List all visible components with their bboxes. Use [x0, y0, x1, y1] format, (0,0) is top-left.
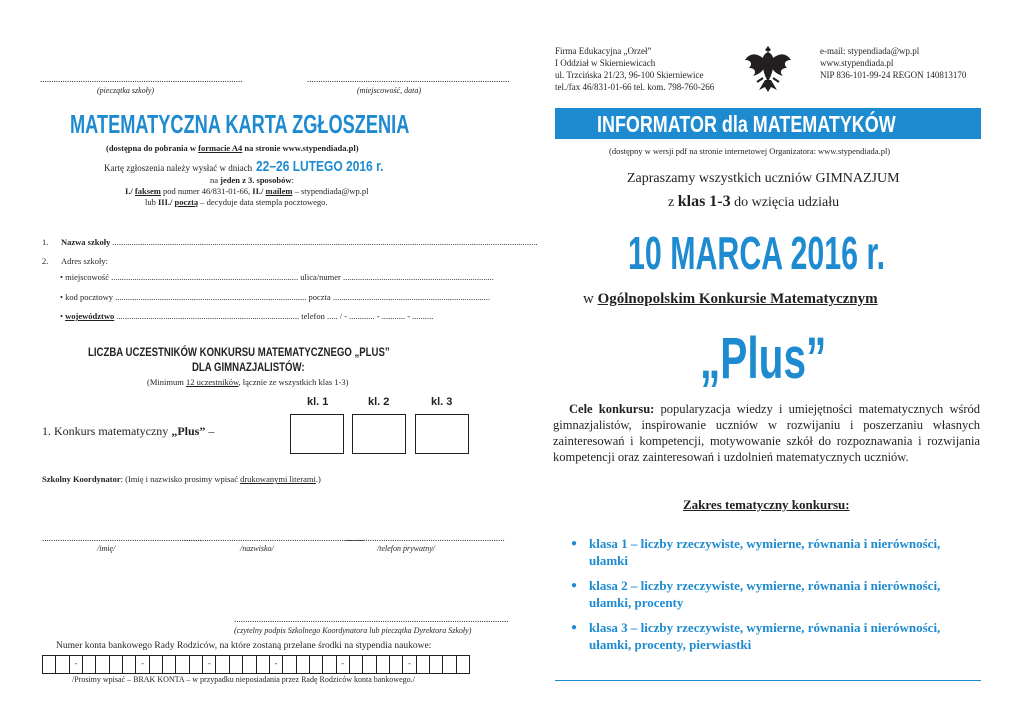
- goals-text: popularyzacja wiedzy i umiejętności matematycznych wśród gimnazjalistów, inspirowanie uczniów w rozwijaniu i poszerzaniu własnych zainteresowań i kompetencji, motywowanie szkół do rozpoznawania i rozwijania kompetencji oraz zainteresowań i uzdolnień matematycznych uczniów.: [553, 402, 981, 464]
- account-cell[interactable]: [297, 656, 310, 673]
- field-post-office-label: poczta: [308, 292, 331, 302]
- minimum-note: [147, 377, 349, 387]
- account-cell[interactable]: [190, 656, 203, 673]
- send-dates: 22–26 LUTEGO 2016 r.: [256, 158, 384, 175]
- account-cell[interactable]: [123, 656, 136, 673]
- account-cell[interactable]: [283, 656, 296, 673]
- contest-date: 10 MARCA 2016 r.: [628, 227, 886, 279]
- account-cell[interactable]: [43, 656, 56, 673]
- download-note-post: na stronie www.stypendiada.pl): [242, 143, 359, 153]
- send-line: [104, 158, 415, 176]
- ways-line: [210, 175, 294, 185]
- contest-name: Ogólnopolskim Konkursie Matematycznym: [597, 291, 878, 307]
- coordinator-first-name-caption: /imię/: [97, 544, 116, 553]
- ways-post: :: [291, 175, 294, 185]
- way3-word: pocztą: [174, 197, 199, 207]
- bullet-icon: ●: [571, 580, 578, 591]
- account-cell[interactable]: [443, 656, 456, 673]
- coordinator-block-letters: drukowanymi literami: [240, 474, 316, 484]
- place-date-caption: (miejscowość, data): [357, 86, 421, 95]
- class-3-header: kl. 3: [431, 396, 453, 408]
- contest-name-pre: w: [583, 291, 598, 307]
- company-phone: tel./fax 46/831-01-66 tel. kom. 798-760-266: [555, 82, 715, 92]
- account-cell[interactable]: [176, 656, 189, 673]
- company-branch: I Oddział w Skierniewicach: [555, 58, 656, 68]
- account-cell[interactable]: [323, 656, 336, 673]
- class-2-header: kl. 2: [368, 396, 390, 408]
- scope-title: Zakres tematyczny konkursu:: [683, 497, 850, 512]
- minimum-pre: (Minimum: [147, 377, 186, 387]
- class-2-count-box[interactable]: [352, 414, 406, 454]
- info-banner: [555, 108, 981, 139]
- class-1-header: kl. 1: [307, 396, 329, 408]
- account-cell[interactable]: -: [70, 656, 83, 673]
- way2-num: II./: [252, 186, 264, 196]
- account-cell[interactable]: -: [136, 656, 149, 673]
- field-province-label: województwo: [65, 311, 115, 321]
- coordinator-post: .): [315, 474, 321, 484]
- account-cell[interactable]: [363, 656, 376, 673]
- bank-account-boxes[interactable]: [42, 655, 470, 674]
- eagle-icon: [743, 42, 793, 94]
- account-cell[interactable]: [417, 656, 430, 673]
- invite-classes: klas 1-3: [677, 193, 731, 210]
- way3-line: [145, 197, 328, 207]
- contact-info: [820, 45, 966, 81]
- ways-options: [125, 186, 369, 196]
- way2-word: mailem: [265, 186, 293, 196]
- bullet-icon: ●: [571, 538, 578, 549]
- account-cell[interactable]: -: [270, 656, 283, 673]
- contest-name-line: [583, 291, 878, 308]
- class-1-count-box[interactable]: [290, 414, 344, 454]
- ways-pre: na: [210, 175, 221, 185]
- account-cell[interactable]: [310, 656, 323, 673]
- field-postcode-row[interactable]: • kod pocztowy .......................................................................................... poczta ..........................................................................: [60, 292, 491, 302]
- count-title-2: DLA GIMNAZJALISTÓW:: [192, 360, 305, 374]
- coordinator-last-name-caption: /nazwisko/: [240, 544, 274, 553]
- signature-caption: (czytelny podpis Szkolnego Koordynatora lub pieczątka Dyrektora Szkoły): [234, 626, 472, 635]
- account-cell[interactable]: [430, 656, 443, 673]
- field-street-label: ulica/numer: [300, 272, 341, 282]
- signature-line[interactable]: ..........................................................................................................................: [234, 614, 509, 624]
- way1-rest: pod numer 46/831-01-66,: [160, 186, 253, 196]
- way3-pre: lub: [145, 197, 158, 207]
- account-cell[interactable]: [390, 656, 403, 673]
- ways-bold: jeden z 3. sposobów: [220, 175, 292, 185]
- field-school-address: [42, 256, 108, 266]
- account-cell[interactable]: [110, 656, 123, 673]
- account-cell[interactable]: [56, 656, 69, 673]
- company-address: ul. Trzcińska 21/23, 96-100 Skierniewice: [555, 70, 704, 80]
- coordinator-phone-caption: /telefon prywatny/: [377, 544, 435, 553]
- contest-title-plus: „Plus”: [700, 326, 827, 391]
- contest-count-pre: 1. Konkurs matematyczny: [42, 424, 172, 438]
- way3-num: III./: [158, 197, 173, 207]
- company-info: [555, 45, 714, 93]
- stamp-caption: (pieczątka szkoły): [97, 86, 155, 95]
- account-cell[interactable]: [83, 656, 96, 673]
- account-cell[interactable]: [150, 656, 163, 673]
- invite-pre: z: [668, 195, 678, 210]
- scope-item-class-1: [571, 535, 971, 569]
- account-cell[interactable]: -: [337, 656, 350, 673]
- contest-count-name: „Plus”: [171, 424, 206, 438]
- field-province-row[interactable]: • województwo ...................................................................................... telefon ..... / - ............ - ........... - ..........: [60, 311, 434, 321]
- field-school-name-label: Nazwa szkoły: [61, 237, 111, 247]
- account-cell[interactable]: [243, 656, 256, 673]
- invite-line-1: Zapraszamy wszystkich uczniów GIMNAZJUM: [627, 171, 900, 186]
- field-school-address-label: Adres szkoły:: [61, 256, 108, 266]
- field-school-name[interactable]: 1. Nazwa szkoły ........................................................................................................................................................................................................: [42, 237, 538, 247]
- coordinator-first-name-line[interactable]: .......................................................................: [42, 533, 202, 543]
- scope-item-text: klasa 3 – liczby rzeczywiste, wymierne, równania i nierówności, ułamki, procenty, pierwiastki: [589, 620, 941, 652]
- field-phone-label: telefon: [301, 311, 325, 321]
- field-school-address-num: 2.: [42, 256, 49, 266]
- way1-word: faksem: [134, 186, 161, 196]
- account-note: /Prosimy wpisać – BRAK KONTA – w przypadku nieposiadania przez Radę Rodziców konta bankowego./: [72, 675, 415, 684]
- scope-item-class-3: [571, 619, 971, 653]
- coordinator-phone-line[interactable]: .......................................................................: [345, 533, 505, 543]
- company-name: Firma Edukacyjna „Orzeł”: [555, 46, 652, 56]
- place-date-line: ..........................................................................................: [307, 74, 510, 84]
- way1-num: I./: [125, 186, 133, 196]
- stamp-line: ..........................................................................................: [40, 74, 243, 84]
- account-cell[interactable]: [216, 656, 229, 673]
- info-banner-text: INFORMATOR dla MATEMATYKÓW: [597, 111, 896, 137]
- download-note-pre: (dostępna do pobrania w: [106, 143, 199, 153]
- contact-www[interactable]: www.stypendiada.pl: [820, 58, 894, 68]
- send-text: Kartę zgłoszenia należy wysłać w dniach: [104, 163, 253, 173]
- download-note: [106, 143, 359, 153]
- minimum-post: , łącznie ze wszystkich klas 1-3): [238, 377, 349, 387]
- invite-line-2: [668, 193, 839, 211]
- account-cell[interactable]: [230, 656, 243, 673]
- goals-paragraph: [553, 401, 980, 465]
- pdf-note: (dostępny w wersji pdf na stronie internetowej Organizatora: www.stypendiada.pl): [609, 146, 891, 156]
- field-phone-pattern: ..... / - ............ - ........... - ..........: [326, 311, 434, 321]
- download-format-link[interactable]: formacie A4: [198, 143, 243, 153]
- contest-count-post: –: [205, 424, 215, 438]
- scope-item-class-2: [571, 577, 971, 611]
- field-postcode-label: kod pocztowy: [65, 292, 114, 302]
- account-cell[interactable]: [163, 656, 176, 673]
- invite-post: do wzięcia udziału: [730, 195, 840, 210]
- coordinator-pre: : (Imię i nazwisko prosimy wpisać: [120, 474, 241, 484]
- form-title: MATEMATYCZNA KARTA ZGŁOSZENIA: [70, 109, 410, 139]
- account-text: Numer konta bankowego Rady Rodziców, na które zostaną przelane środki na stypendia naukowe:: [56, 641, 432, 651]
- coordinator-bold: Szkolny Koordynator: [42, 474, 121, 484]
- account-cell[interactable]: [457, 656, 469, 673]
- account-cell[interactable]: [377, 656, 390, 673]
- contact-nip: NIP 836-101-99-24 REGON 140813170: [820, 70, 967, 80]
- way2-rest: – stypendiada@wp.pl: [292, 186, 369, 196]
- minimum-count: 12 uczestników: [185, 377, 239, 387]
- goals-label: Cele konkursu:: [569, 402, 655, 416]
- account-cell[interactable]: -: [403, 656, 416, 673]
- coordinator-last-name-line[interactable]: ................................................................................: [184, 533, 364, 543]
- contest-count-label: [42, 424, 214, 439]
- field-city-label: miejscowość: [65, 272, 110, 282]
- way3-rest: – decyduje data stempla pocztowego.: [198, 197, 328, 207]
- field-school-name-num: 1.: [42, 237, 49, 247]
- bottom-divider: [555, 680, 981, 681]
- account-cell[interactable]: -: [203, 656, 216, 673]
- account-cell[interactable]: [350, 656, 363, 673]
- scope-item-text: klasa 1 – liczby rzeczywiste, wymierne, równania i nierówności, ułamki: [589, 536, 941, 568]
- count-title-1: LICZBA UCZESTNIKÓW KONKURSU MATEMATYCZNEGO „PLUS”: [88, 345, 390, 359]
- account-cell[interactable]: [96, 656, 109, 673]
- scope-item-text: klasa 2 – liczby rzeczywiste, wymierne, równania i nierówności, ułamki, procenty: [589, 578, 941, 610]
- field-city-row[interactable]: • miejscowość ........................................................................................ ulica/numer .......................................................................: [60, 272, 494, 282]
- coordinator-label: [42, 474, 321, 484]
- bullet-icon: ●: [571, 622, 578, 633]
- account-cell[interactable]: [257, 656, 270, 673]
- contact-email[interactable]: e-mail: stypendiada@wp.pl: [820, 46, 920, 56]
- class-3-count-box[interactable]: [415, 414, 469, 454]
